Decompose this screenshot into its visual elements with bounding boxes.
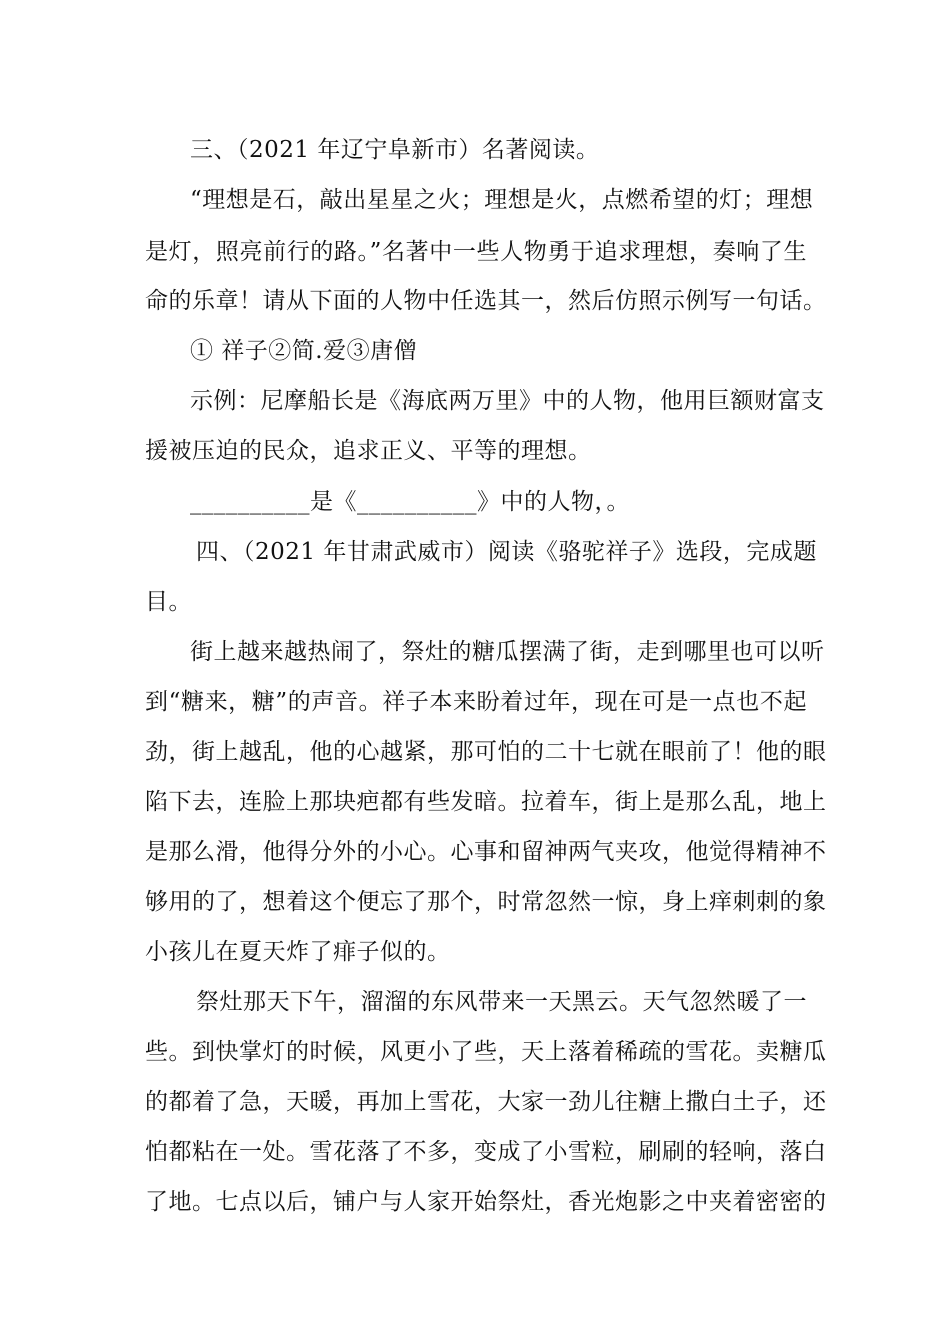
section3-fill-blank: __________是《__________》中的人物，。 <box>190 489 630 515</box>
paragraph1-line: 是那么滑，他得分外的小心。心事和留神两气夹攻，他觉得精神不 <box>145 839 827 865</box>
paragraph1-line: 到“糖来，糖”的声音。祥子本来盼着过年，现在可是一点也不起 <box>145 689 807 715</box>
paragraph1-line: 陷下去，连脸上那块疤都有些发暗。拉着车，街上是那么乱，地上 <box>145 789 827 815</box>
paragraph2-line: 了地。七点以后，铺户与人家开始祭灶，香光炮影之中夹着密密的 <box>145 1189 827 1215</box>
paragraph1-line: 够用的了，想着这个便忘了那个，时常忽然一惊，身上痒刺刺的象 <box>145 889 827 915</box>
section4-heading-line: 目。 <box>145 589 192 615</box>
section3-heading: 三、（2021 年辽宁阜新市）名著阅读。 <box>190 137 600 163</box>
paragraph1-line: 劲，街上越乱，他的心越紧，那可怕的二十七就在眼前了！他的眼 <box>145 739 827 765</box>
paragraph1-line: 小孩儿在夏天炸了痱子似的。 <box>145 939 451 965</box>
paragraph2-line: 的都着了急，天暖，再加上雪花，大家一劲儿往糖上撒白土子，还 <box>145 1089 827 1115</box>
paragraph2-line: 些。到快掌灯的时候，风更小了些，天上落着稀疏的雪花。卖糖瓜 <box>145 1039 827 1065</box>
paragraph1-line: 街上越来越热闹了，祭灶的糖瓜摆满了街，走到哪里也可以听 <box>190 639 825 665</box>
section3-quote-line: 命的乐章！请从下面的人物中任选其一，然后仿照示例写一句话。 <box>145 288 827 314</box>
section4-heading-line: 四、（2021 年甘肃武威市）阅读《骆驼祥子》选段，完成题 <box>196 539 817 565</box>
paragraph2-line: 祭灶那天下午，溜溜的东风带来一天黑云。天气忽然暖了一 <box>196 989 807 1015</box>
section3-example-line: 示例：尼摩船长是《海底两万里》中的人物，他用巨额财富支 <box>190 388 825 414</box>
section3-quote-line: “理想是石，敲出星星之火；理想是火，点燃希望的灯；理想 <box>190 187 814 213</box>
section3-quote-line: 是灯，照亮前行的路。”名著中一些人物勇于追求理想，奏响了生 <box>145 239 807 265</box>
paragraph2-line: 怕都粘在一处。雪花落了不多，变成了小雪粒，刷刷的轻响，落白 <box>145 1139 827 1165</box>
section3-example-line: 援被压迫的民众，追求正义、平等的理想。 <box>145 438 592 464</box>
section3-options: ① 祥子②简.爱③唐僧 <box>190 338 418 364</box>
